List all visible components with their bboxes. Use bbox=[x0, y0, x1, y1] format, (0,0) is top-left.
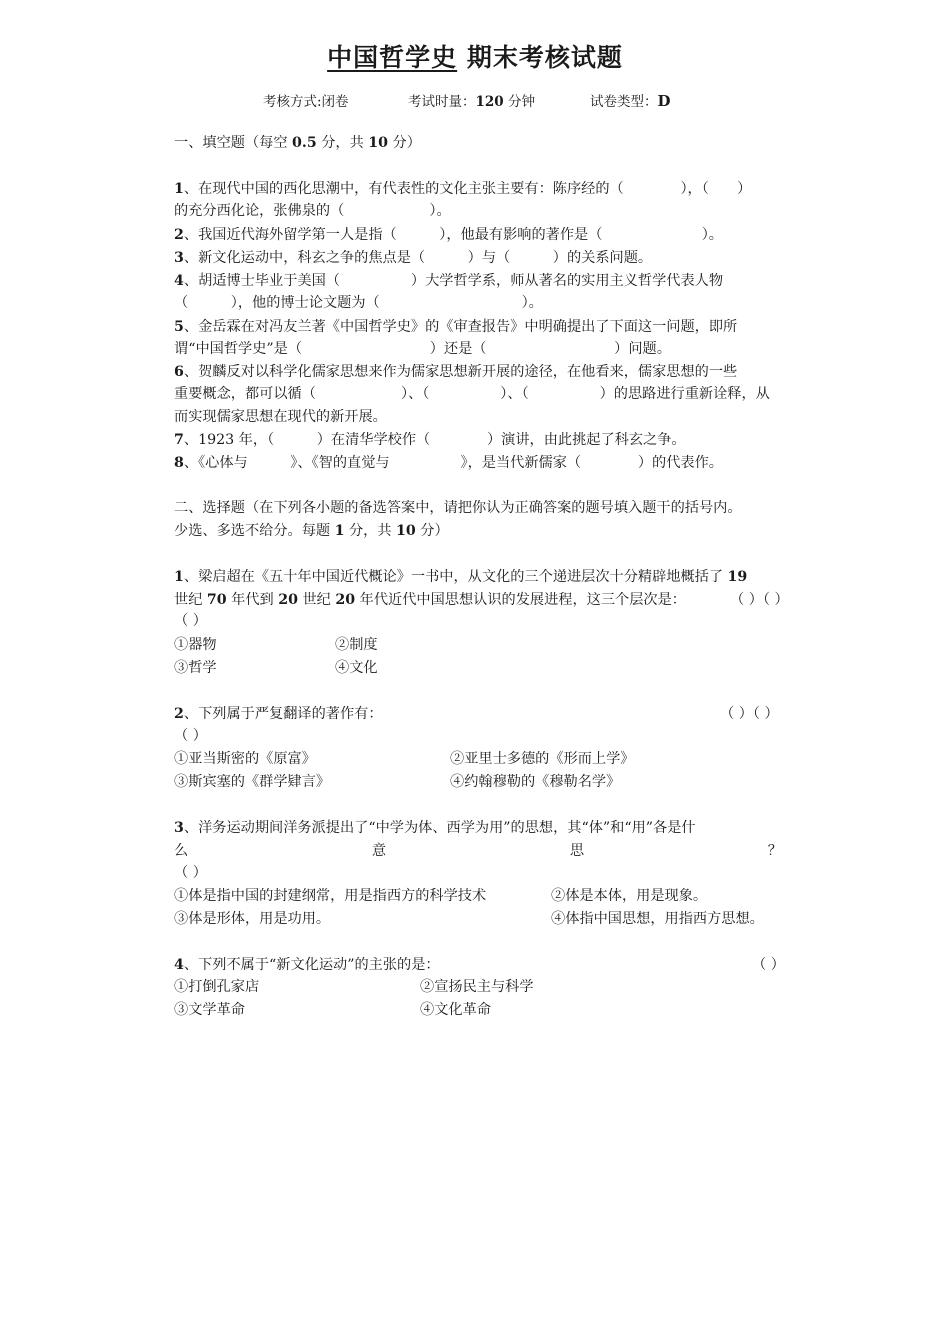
fill-line: 7、1923 年，（ ）在清华学校作（ ）演讲，由此挑起了科玄之争。 bbox=[174, 432, 686, 448]
exam-time: 考试时量：120 分钟 bbox=[408, 94, 535, 110]
q2-answer-bracket: （ ） bbox=[174, 728, 207, 744]
section1-heading: 一、填空题（每空 0.5 分，共 10 分） bbox=[174, 135, 421, 151]
fill-line: 1、在现代中国的西化思潮中，有代表性的文化主张主要有：陈序经的（ ），（ ） bbox=[174, 181, 752, 197]
fill-line: 谓“中国哲学史”是（ ）还是（ ）问题。 bbox=[174, 341, 671, 357]
fill-line: 重要概念，都可以循（ ）、（ ）、（ ）的思路进行重新诠释，从 bbox=[174, 386, 770, 402]
page-title bbox=[0, 38, 950, 74]
exam-method: 考核方式:闭卷 bbox=[263, 94, 349, 110]
q2-option: ①亚当斯密的《原富》 bbox=[174, 751, 316, 767]
q4-stem: 4、下列不属于“新文化运动”的主张的是： bbox=[174, 957, 440, 973]
title-course: 中国哲学史 bbox=[327, 43, 458, 72]
q1-stem: 1、梁启超在《五十年中国近代概论》一书中，从文化的三个递进层次十分精辟地概括了 19 bbox=[174, 569, 748, 585]
fill-line: 6、贺麟反对以科学化儒家思想来作为儒家思想新开展的途径，在他看来，儒家思想的一些 bbox=[174, 364, 738, 380]
q1-option: ③哲学 bbox=[174, 660, 217, 676]
q2-option: ②亚里士多德的《形而上学》 bbox=[450, 751, 635, 767]
q3-stem: 3、洋务运动期间洋务派提出了“中学为体、西学为用”的思想，其“体”和“用”各是什 bbox=[174, 820, 696, 836]
q3-option: ③体是形体，用是功用。 bbox=[174, 911, 331, 927]
fill-line: 4、胡适博士毕业于美国（ ）大学哲学系，师从著名的实用主义哲学代表人物 bbox=[174, 273, 724, 289]
q2-stem: 2、下列属于严复翻译的著作有： bbox=[174, 706, 383, 722]
fill-line: 而实现儒家思想在现代的新开展。 bbox=[174, 409, 387, 425]
section2-heading: 二、选择题（在下列各小题的备选答案中，请把你认为正确答案的题号填入题干的括号内。 bbox=[174, 500, 742, 516]
q1-option: ②制度 bbox=[335, 637, 378, 653]
q1-stem-cont: 世纪 70 年代到 20 世纪 20 年代近代中国思想认识的发展进程，这三个层次是： bbox=[174, 592, 686, 608]
section2-heading-cont: 少选、多选不给分。每题 1 分，共 10 分） bbox=[174, 523, 449, 539]
fill-line: 3、新文化运动中，科玄之争的焦点是（ ）与（ ）的关系问题。 bbox=[174, 250, 653, 266]
fill-line: 5、金岳霖在对冯友兰著《中国哲学史》的《审查报告》中明确提出了下面这一问题，即所 bbox=[174, 319, 738, 335]
q4-option: ④文化革命 bbox=[420, 1002, 491, 1018]
q3-option: ②体是本体，用是现象。 bbox=[551, 888, 708, 904]
fill-line: （ ），他的博士论文题为（ ）。 bbox=[174, 295, 543, 311]
q4-option: ①打倒孔家店 bbox=[174, 979, 260, 995]
q2-answer-brackets: （ ）（ ） bbox=[720, 706, 779, 722]
fill-line: 2、我国近代海外留学第一人是指（ ），他最有影响的著作是（ ）。 bbox=[174, 227, 723, 243]
q4-option: ③文学革命 bbox=[174, 1002, 245, 1018]
fill-line: 8、《心体与 》、《智的直觉与 》，是当代新儒家（ ）的代表作。 bbox=[174, 455, 723, 471]
q2-option: ③斯宾塞的《群学肄言》 bbox=[174, 774, 331, 790]
q3-stem-cont: 么 意 思 ？ bbox=[174, 843, 782, 859]
q4-option: ②宣扬民主与科学 bbox=[420, 979, 534, 995]
exam-type: 试卷类型：D bbox=[590, 92, 671, 110]
q1-answer-brackets: （ ）（ ） bbox=[730, 592, 789, 608]
q2-option: ④约翰穆勒的《穆勒名学》 bbox=[450, 774, 621, 790]
q3-option: ④体指中国思想，用指西方思想。 bbox=[551, 911, 764, 927]
q3-answer-bracket: （ ） bbox=[174, 865, 207, 881]
title-rest: 期末考核试题 bbox=[466, 43, 623, 72]
fill-line: 的充分西化论，张佛泉的（ ）。 bbox=[174, 203, 451, 219]
q1-answer-bracket: （ ） bbox=[174, 613, 207, 629]
q4-answer-bracket: （ ） bbox=[752, 957, 785, 973]
q1-option: ①器物 bbox=[174, 637, 217, 653]
q3-option: ①体是指中国的封建纲常，用是指西方的科学技术 bbox=[174, 888, 487, 904]
q1-option: ④文化 bbox=[335, 660, 378, 676]
